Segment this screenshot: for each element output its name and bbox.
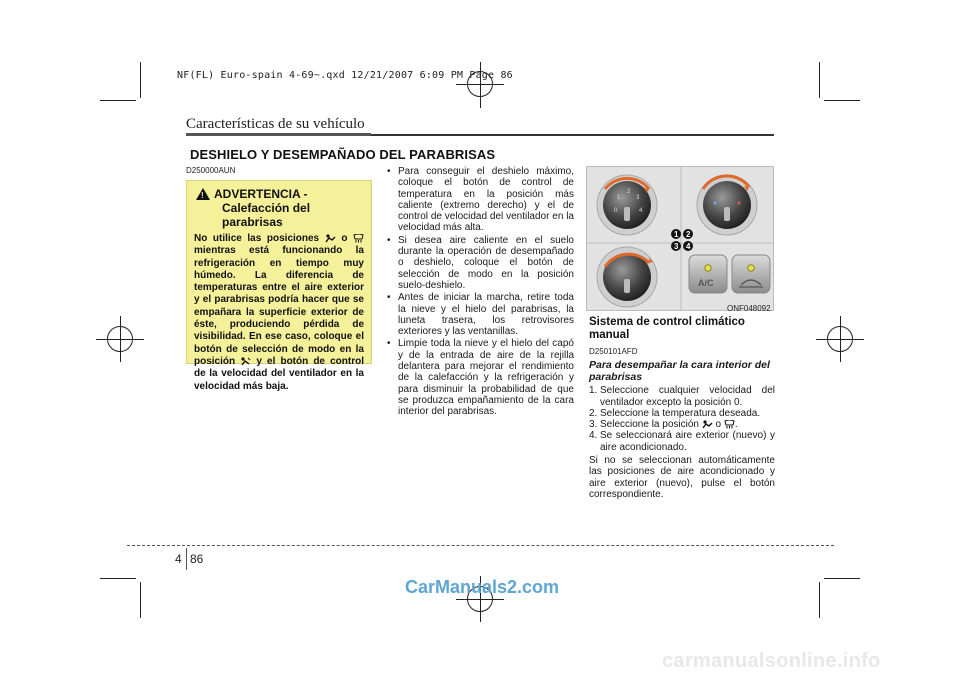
subsection-code: D250101AFD — [589, 347, 638, 356]
svg-text:3: 3 — [674, 242, 679, 251]
callout-1 — [671, 229, 681, 239]
warning-text-part2: o — [341, 233, 348, 244]
header-rule-accent — [186, 133, 371, 136]
fan-dial-icon — [597, 175, 657, 235]
page-header-title: Características de su vehículo — [186, 116, 365, 132]
defrost-windshield-icon — [724, 420, 735, 429]
dial-tick-label: 0 — [614, 208, 618, 214]
section-code: D250000AUN — [186, 166, 236, 175]
climate-control-illustration — [587, 167, 774, 311]
page-separator — [186, 548, 187, 570]
list-item: • Para conseguir el deshielo máximo, coloque el botón de control de temperatura en la posición más caliente (extremo derecho) y el de control de velocidad del ventilador en la velocidad más alta. — [384, 166, 574, 234]
temperature-dial-icon — [697, 175, 757, 235]
mode-dial-icon — [597, 247, 657, 307]
step-1: 1. Seleccione cualquier velocidad del ventilador excepto la posición 0. — [589, 385, 775, 408]
bullet-list — [384, 166, 574, 419]
subsection-title: Sistema de control climático manual — [589, 316, 745, 341]
registration-mark — [480, 62, 481, 108]
floor-mode-icon — [240, 357, 251, 366]
step-2: 2. Seleccione la temperatura deseada. — [589, 407, 761, 419]
defrost-floor-icon — [702, 420, 713, 429]
climate-control-figure — [586, 166, 774, 311]
procedure-title: Para desempañar la cara interior del parabrisas — [589, 359, 770, 384]
list-item: • Si desea aire caliente en el suelo durante la operación de desempañado o deshielo, coloque el botón de selección de modo en la posición suelo-deshielo. — [384, 235, 574, 291]
registration-mark — [120, 316, 121, 362]
registration-mark — [840, 316, 841, 362]
step-4: 4. Se seleccionará aire exterior (nuevo) y aire acondicionado. — [589, 430, 775, 453]
crop-mark — [100, 100, 136, 101]
list-item: • Limpie toda la nieve y el hielo del capó y de la entrada de aire de la rejilla delantera para mejorar el rendimiento de la calefacción y la refrigeración y para disminuir la probabilidad de que se produzca empañamiento de la cara interior del parabrisas. — [384, 338, 574, 417]
manual-climate-section — [589, 316, 775, 500]
warning-text-part4: y el botón de control de la velocidad del ventilador en la velocidad más baja. — [194, 355, 364, 392]
crop-mark — [140, 582, 141, 618]
crop-mark — [824, 100, 860, 101]
ac-button-icon — [689, 255, 727, 293]
recirculation-button-icon — [732, 255, 770, 293]
chapter-number: 4 — [175, 552, 182, 566]
defrost-floor-icon — [325, 234, 336, 243]
ac-button-label: A/C — [698, 278, 714, 288]
note-paragraph: Si no se seleccionan automáticamente las posiciones de aire acondicionado y aire exterior (nuevo), pulse el botón correspondiente. — [589, 455, 775, 500]
dial-tick-label: 4 — [639, 208, 643, 214]
watermark-bottom[interactable]: carmanualsonline.info — [662, 650, 881, 672]
callout-2 — [683, 229, 693, 239]
crop-mark — [824, 578, 860, 579]
dial-tick-label: 3 — [636, 195, 640, 201]
warning-subtitle: Calefacción del parabrisas — [222, 201, 311, 229]
warning-title: ADVERTENCIA - — [214, 187, 308, 201]
warning-text — [194, 233, 364, 393]
list-item: • Antes de iniciar la marcha, retire toda la nieve y el hielo del parabrisas, la luneta trasera, los retrovisores exteriores y las ventanillas. — [384, 292, 574, 337]
callout-4 — [683, 241, 693, 251]
dial-tick-label: 2 — [627, 189, 631, 195]
exclamation-icon: ! — [201, 191, 204, 200]
callout-3 — [671, 241, 681, 251]
crop-mark — [100, 578, 136, 579]
svg-text:1: 1 — [674, 230, 679, 239]
footer-rule — [127, 545, 834, 546]
watermark-top[interactable]: CarManuals2.com — [405, 577, 560, 597]
svg-text:2: 2 — [686, 230, 691, 239]
print-slug: NF(FL) Euro-spain 4-69~.qxd 12/21/2007 6:09 PM Page 86 — [177, 70, 513, 81]
step-3: 3. Seleccione la posición o . — [589, 419, 738, 431]
page-number: 86 — [190, 552, 204, 566]
defrost-windshield-icon — [353, 234, 364, 243]
figure-caption: ONF048092 — [727, 304, 771, 313]
dial-tick-label: 1 — [617, 195, 621, 201]
section-title: DESHIELO Y DESEMPAÑADO DEL PARABRISAS — [190, 147, 496, 162]
crop-mark — [819, 62, 820, 98]
warning-text-part3: mientras está funcionando la refrigeración en tiempo muy húmedo. La diferencia de temperaturas entre el aire exterior y el parabrisas podría hacer que se empañara la superficie exterior de éste, produciendo pérdida de visibilidad. En ese caso, coloque el botón de selección de modo en la posición — [194, 245, 364, 367]
warning-box — [186, 180, 372, 392]
svg-text:4: 4 — [686, 242, 691, 251]
crop-mark — [140, 62, 141, 98]
crop-mark — [819, 582, 820, 618]
warning-text-part1: No utilice las posiciones — [194, 233, 320, 244]
